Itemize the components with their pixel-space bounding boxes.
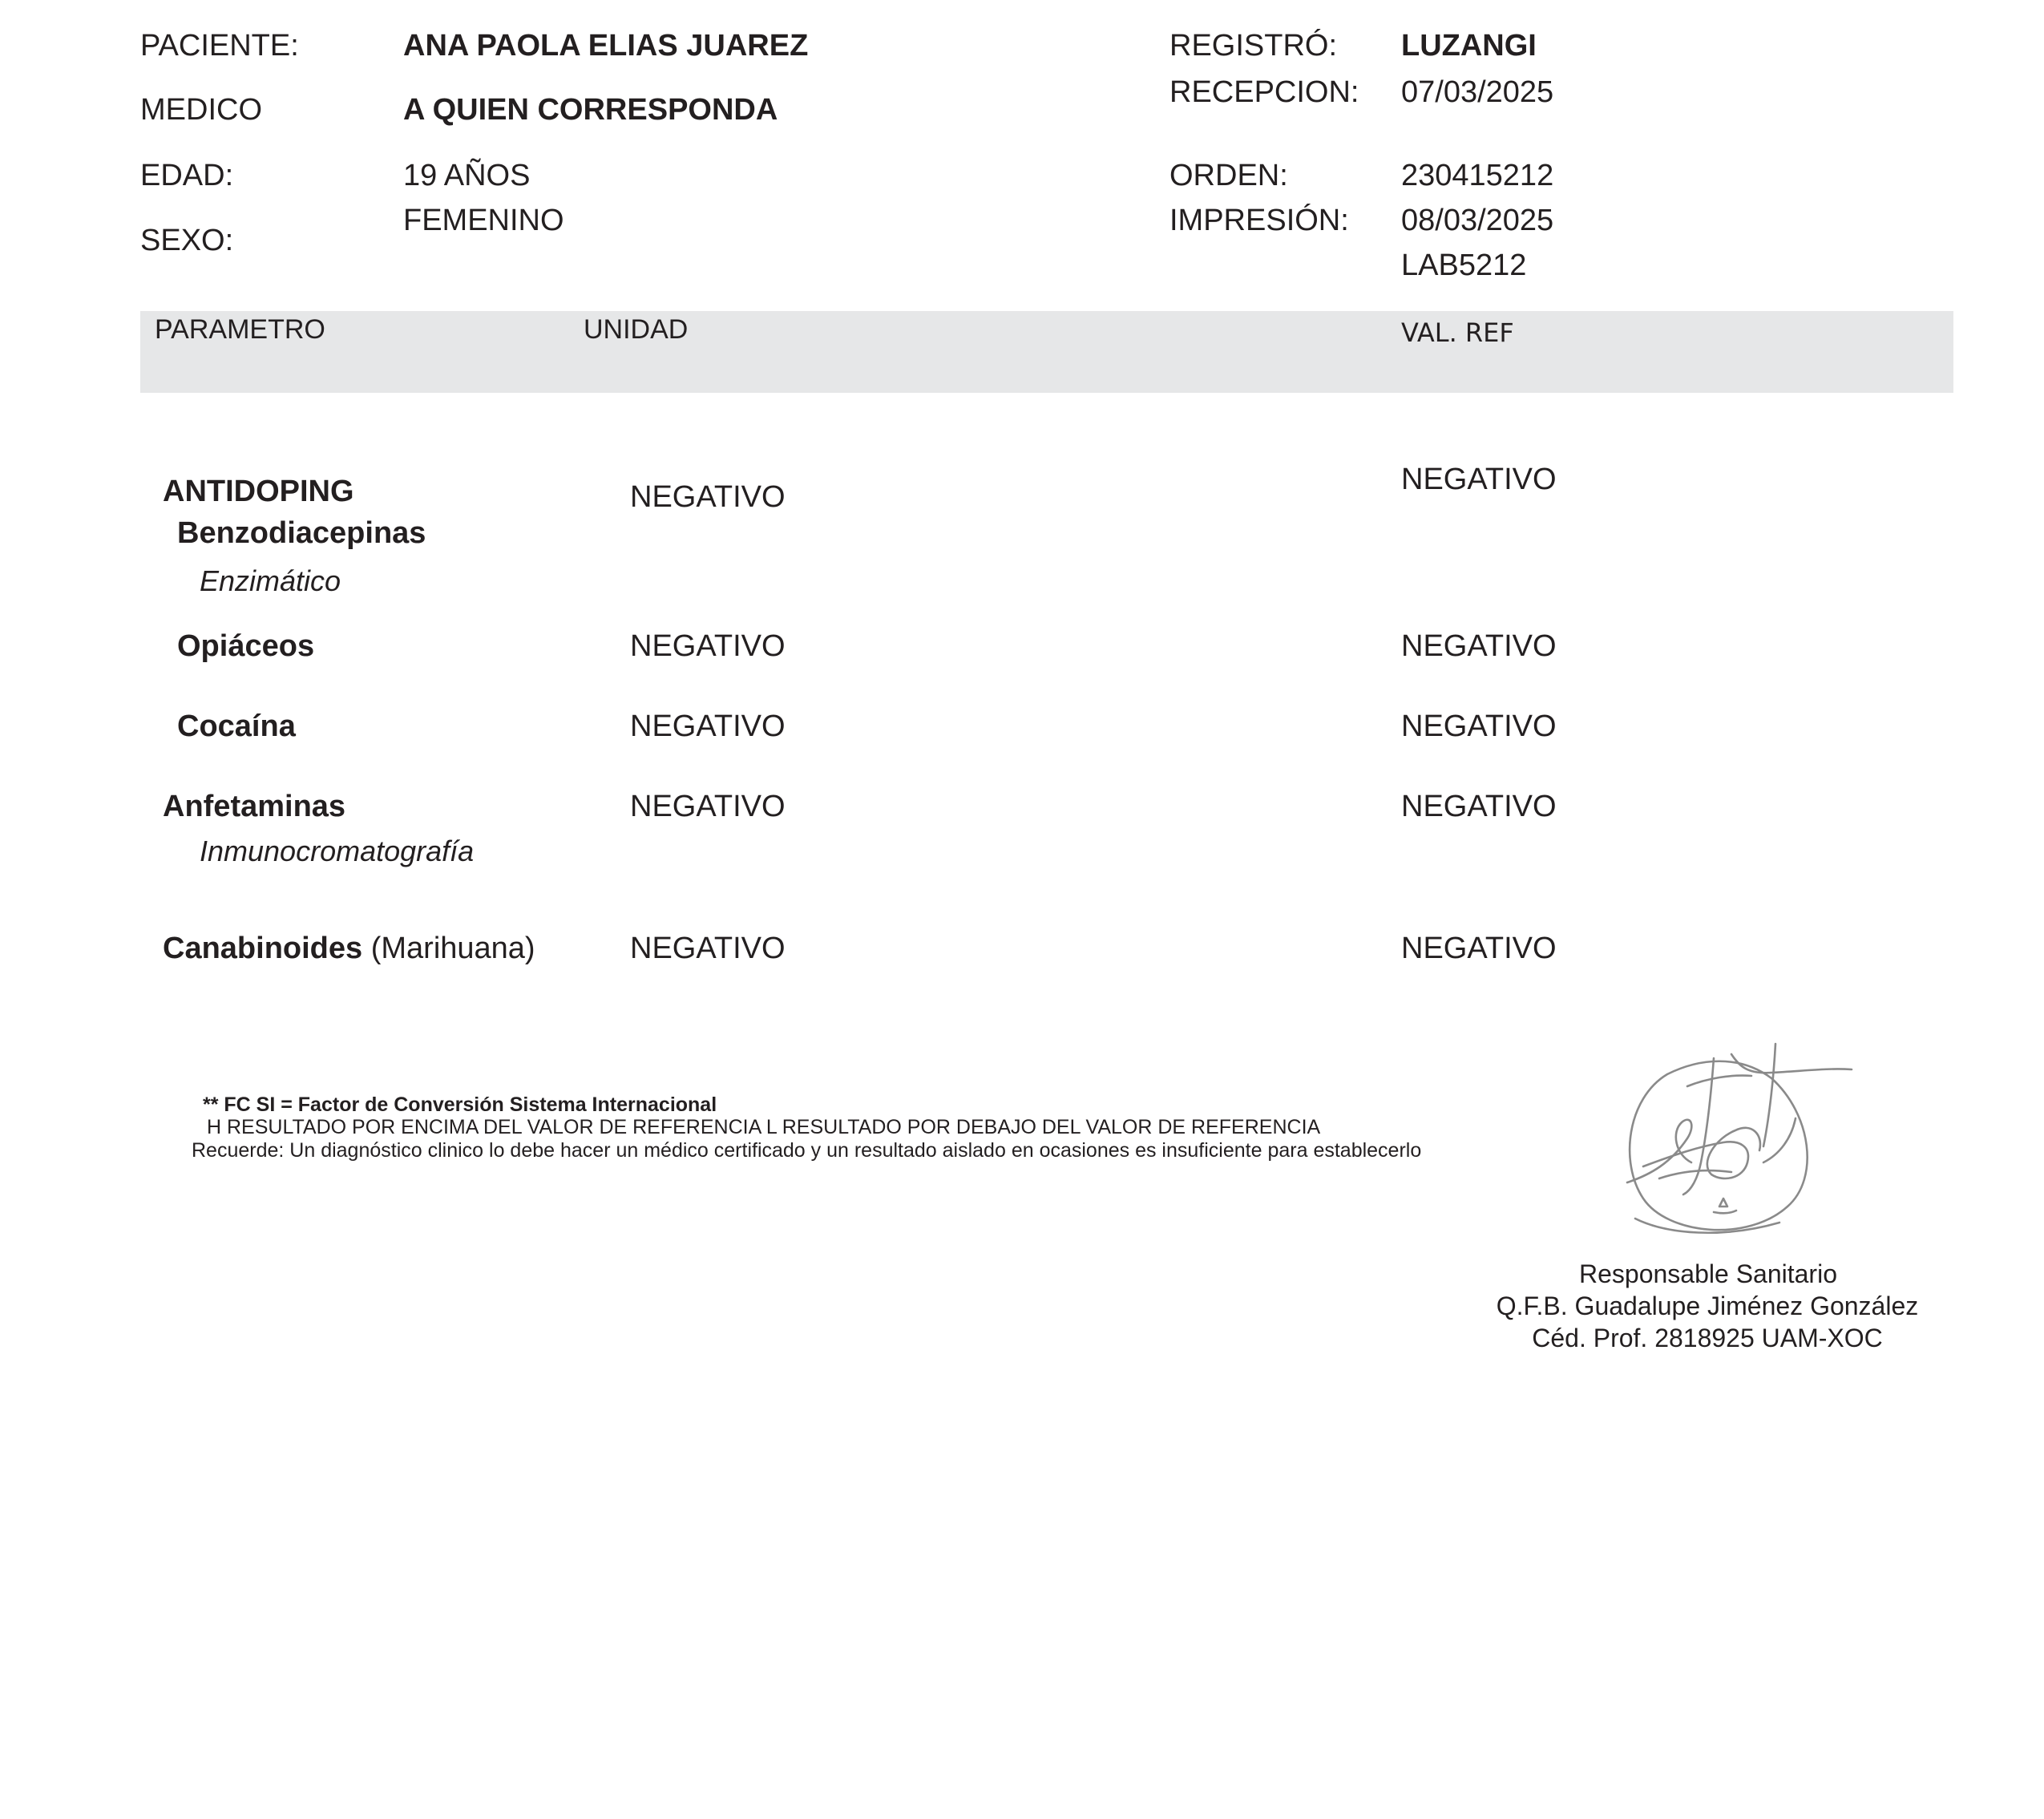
benzo-ref: NEGATIVO xyxy=(1401,463,1557,496)
anfetaminas-method: Inmunocromatografía xyxy=(200,835,475,867)
print-value: 08/03/2025 xyxy=(1401,204,1554,237)
benzo-method: Enzimático xyxy=(200,564,341,597)
signature-name: Q.F.B. Guadalupe Jiménez González xyxy=(1496,1291,1919,1320)
group-title: ANTIDOPING xyxy=(163,475,354,508)
anfetaminas-result: NEGATIVO xyxy=(630,790,786,823)
header-parameter: PARAMETRO xyxy=(155,314,325,345)
reception-label: RECEPCION: xyxy=(1169,75,1359,109)
benzo-result: NEGATIVO xyxy=(630,480,786,514)
opiaceos-name: Opiáceos xyxy=(177,629,315,663)
footnote-fcsi: ** FC SI = Factor de Conversión Sistema Internacional xyxy=(203,1093,717,1116)
header-unit: UNIDAD xyxy=(584,314,689,345)
canabinoides-note: (Marihuana) xyxy=(370,932,535,965)
registered-value: LUZANGI xyxy=(1401,29,1537,63)
patient-value: ANA PAOLA ELIAS JUAREZ xyxy=(403,29,809,63)
sex-label: SEXO: xyxy=(140,224,234,257)
anfetaminas-name: Anfetaminas xyxy=(163,790,346,823)
canabinoides-result: NEGATIVO xyxy=(630,932,786,965)
age-label: EDAD: xyxy=(140,159,234,192)
anfetaminas-ref: NEGATIVO xyxy=(1401,790,1557,823)
benzo-name: Benzodiacepinas xyxy=(177,516,426,550)
opiaceos-ref: NEGATIVO xyxy=(1401,629,1557,663)
order-value: 230415212 xyxy=(1401,159,1554,192)
print-label: IMPRESIÓN: xyxy=(1169,204,1349,237)
cocaina-result: NEGATIVO xyxy=(630,709,786,743)
canabinoides-name: Canabinoides xyxy=(163,932,363,965)
opiaceos-result: NEGATIVO xyxy=(630,629,786,663)
order-label: ORDEN: xyxy=(1169,159,1288,192)
registered-label: REGISTRÓ: xyxy=(1169,29,1338,63)
canabinoides-row-label xyxy=(163,932,535,966)
canabinoides-ref: NEGATIVO xyxy=(1401,932,1557,965)
reception-value: 07/03/2025 xyxy=(1401,75,1554,109)
signature-license: Céd. Prof. 2818925 UAM-XOC xyxy=(1532,1324,1883,1352)
footnote-hl: H RESULTADO POR ENCIMA DEL VALOR DE REFERENCIA L RESULTADO POR DEBAJO DEL VALOR DE REFERENCIA xyxy=(207,1116,1321,1138)
sex-value: FEMENINO xyxy=(403,204,564,237)
footnote-disclaimer: Recuerde: Un diagnóstico clinico lo debe hacer un médico certificado y un resultado aislado en ocasiones es insuficiente para establecerlo xyxy=(192,1139,1422,1162)
age-value: 19 AÑOS xyxy=(403,159,531,192)
table-header xyxy=(140,311,1953,393)
signature-title: Responsable Sanitario xyxy=(1579,1259,1837,1288)
patient-label: PACIENTE: xyxy=(140,29,299,63)
cocaina-name: Cocaína xyxy=(177,709,296,743)
header-reference: VAL. REF xyxy=(1401,317,1514,348)
signature-image xyxy=(1611,1042,1868,1247)
lab-code: LAB5212 xyxy=(1401,249,1527,282)
doctor-label: MEDICO xyxy=(140,93,262,127)
cocaina-ref: NEGATIVO xyxy=(1401,709,1557,743)
doctor-value: A QUIEN CORRESPONDA xyxy=(403,93,778,127)
